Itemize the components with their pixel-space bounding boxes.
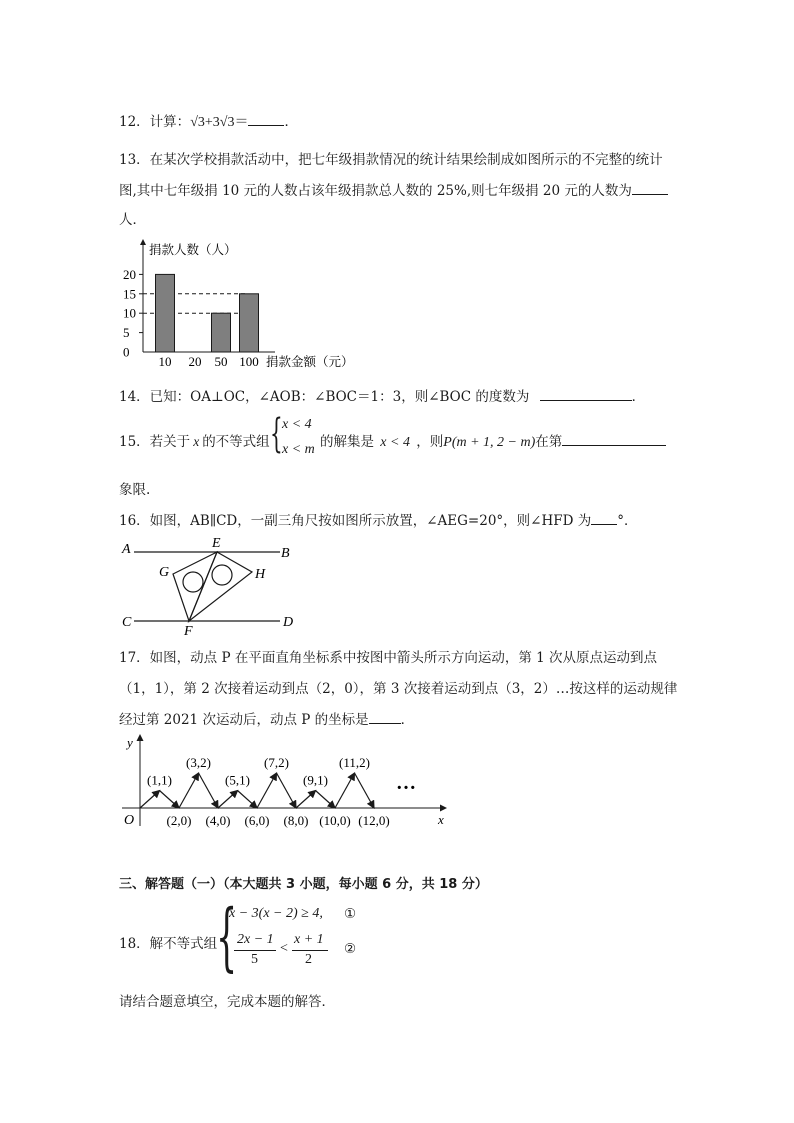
bottom-point-label: (4,0) <box>205 813 231 828</box>
q12-expression: √3+3√3＝ <box>190 115 249 130</box>
q15-brace: { <box>270 411 283 457</box>
q15-at: 在第 <box>535 434 563 450</box>
q15-ineq1: x < 4 <box>282 417 312 432</box>
chart-category-label: 50 <box>214 354 228 369</box>
q15-line2: 象限. <box>119 482 151 498</box>
q18-mark2: ② <box>344 941 357 957</box>
q15-var: x <box>193 434 200 449</box>
q17-line2: （1，1），第 2 次接着运动到点（2，0），第 3 次接着运动到点（3，2）…按这样的运动规律 <box>119 681 678 697</box>
zigzag-segment <box>335 773 355 808</box>
bottom-point-label: (8,0) <box>283 813 309 828</box>
label-B: B <box>281 546 290 561</box>
top-point-label: (3,2) <box>186 755 211 770</box>
chart-ytick-label: 5 <box>123 325 130 341</box>
q15-line <box>119 430 270 450</box>
q16-suffix: °． <box>617 513 638 529</box>
y-axis-label: y <box>127 735 133 750</box>
zigzag-path <box>140 773 374 808</box>
q14-suffix: ． <box>631 389 646 405</box>
chart-ytick-label: 0 <box>123 344 130 360</box>
q17-line3 <box>119 708 414 728</box>
q15-prefix: 15．若关于 <box>119 434 191 450</box>
chart-y-ticks <box>123 267 143 360</box>
zigzag-segment <box>296 791 316 809</box>
chart-category-label: 20 <box>188 354 202 369</box>
q15-after: 的解集是 <box>320 434 374 450</box>
q17-suffix: ． <box>400 712 415 728</box>
top-point-labels <box>147 755 370 788</box>
chart-bar <box>240 294 259 352</box>
zigzag-segment <box>257 773 277 808</box>
q18-instruction: 请结合题意填空，完成本题的解答． <box>119 994 335 1010</box>
chart-category-label: 100 <box>239 354 259 369</box>
q15-line-rest <box>320 430 666 451</box>
q15-then: ，则 <box>416 434 444 450</box>
zigzag-segment <box>140 791 160 809</box>
q16-line <box>119 509 638 529</box>
q13-line2-text: 图,其中七年级捐 10 元的人数占该年级捐款总人数的 25%,则七年级捐 20 元的人数为 <box>119 183 632 199</box>
chart-ytick-label: 10 <box>123 305 136 321</box>
zigzag-segment <box>199 773 219 808</box>
q18-fraction-bar-right <box>292 950 328 951</box>
triangle-ruler-figure <box>118 534 308 638</box>
q18-den-left: 5 <box>251 952 258 967</box>
q13-line2 <box>119 179 668 199</box>
zigzag-segment <box>316 791 336 809</box>
q18-brace: { <box>216 894 238 980</box>
zigzag-segment <box>160 791 180 809</box>
section3-title: 三、解答题（一）（本大题共 3 小题，每小题 6 分，共 18 分） <box>119 877 488 892</box>
q15-answer-blank[interactable] <box>562 432 666 446</box>
q13-answer-blank[interactable] <box>632 181 668 195</box>
chart-bar <box>156 274 175 352</box>
q15-ineq2: x < m <box>282 442 315 457</box>
q14-text: 14．已知：OA⊥OC，∠AOB：∠BOC＝1：3，则∠BOC 的度数为 <box>119 389 530 405</box>
q18-num-right: x + 1 <box>294 932 324 947</box>
donation-bar-chart <box>120 236 360 370</box>
zigzag-segment <box>355 773 375 808</box>
q17-answer-blank[interactable] <box>369 710 401 724</box>
label-A: A <box>122 542 131 557</box>
ellipsis: … <box>396 772 416 794</box>
bottom-point-label: (12,0) <box>358 813 390 828</box>
q17-line1: 17．如图，动点 P 在平面直角坐标系中按图中箭头所示方向运动，第 1 次从原点运动到点 <box>119 650 658 666</box>
q18-mark1: ① <box>344 906 357 922</box>
q14-answer-blank[interactable] <box>540 387 632 401</box>
q18-num-left: 2x − 1 <box>237 932 274 947</box>
top-point-label: (1,1) <box>147 772 172 788</box>
q13-line3: 人． <box>119 212 146 228</box>
top-point-label: (11,2) <box>339 755 370 770</box>
q12-prefix: 12．计算： <box>119 114 191 130</box>
chart-ytick-label: 15 <box>123 286 136 302</box>
q18-ineq1: x − 3(x − 2) ≥ 4, <box>229 906 323 921</box>
triangle-EHF <box>189 552 252 621</box>
q15-solution: x < 4 <box>380 435 410 450</box>
q12-line <box>119 110 298 131</box>
q17-line3-text: 经过第 2021 次运动后，动点 P 的坐标是 <box>119 712 369 728</box>
q18-fraction-bar-left <box>234 950 276 951</box>
top-point-label: (5,1) <box>225 772 250 788</box>
q16-text: 16．如图，AB∥CD，一副三角尺按如图所示放置，∠AEG=20°，则∠HFD 为 <box>119 513 592 529</box>
q18-prefix: 18．解不等式组 <box>119 936 218 952</box>
q15-mid: 的不等式组 <box>202 434 270 450</box>
ruler-hole-left <box>183 572 203 592</box>
chart-bar <box>212 313 231 352</box>
top-point-label: (7,2) <box>264 755 289 770</box>
origin-label: O <box>124 813 135 828</box>
zigzag-segment <box>179 773 199 808</box>
zigzag-segment <box>277 773 297 808</box>
chart-category-labels <box>159 354 259 369</box>
label-C: C <box>122 615 132 630</box>
q12-suffix: ． <box>284 114 298 130</box>
ruler-hole-right <box>212 565 232 585</box>
q14-line <box>119 385 645 405</box>
q18-den-right: 2 <box>305 952 312 967</box>
zigzag-path-figure <box>118 731 458 831</box>
q16-answer-blank[interactable] <box>591 511 617 525</box>
label-D: D <box>283 615 294 630</box>
chart-category-label: 10 <box>158 354 172 369</box>
chart-x-label: 捐款金额（元） <box>266 355 354 369</box>
q18-lt: < <box>280 941 288 956</box>
top-point-label: (9,1) <box>303 772 328 788</box>
chart-y-label: 捐款人数（人） <box>149 243 237 257</box>
bottom-point-labels <box>167 813 390 828</box>
label-F: F <box>184 624 193 638</box>
triangle-EGF <box>173 552 217 621</box>
zigzag-segment <box>218 791 238 809</box>
bottom-point-label: (2,0) <box>166 813 192 828</box>
q15-point: P(m + 1, 2 − m) <box>443 435 536 450</box>
chart-ytick-label: 20 <box>123 266 136 282</box>
bottom-point-label: (10,0) <box>319 813 351 828</box>
label-E: E <box>212 536 221 551</box>
bottom-point-label: (6,0) <box>244 813 270 828</box>
q13-line1: 13．在某次学校捐款活动中，把七年级捐款情况的统计结果绘制成如图所示的不完整的统计 <box>119 152 663 168</box>
q12-answer-blank[interactable] <box>248 112 284 126</box>
zigzag-segment <box>238 791 258 809</box>
x-axis-label: x <box>438 812 444 827</box>
label-G: G <box>159 565 170 580</box>
label-H: H <box>255 567 266 582</box>
